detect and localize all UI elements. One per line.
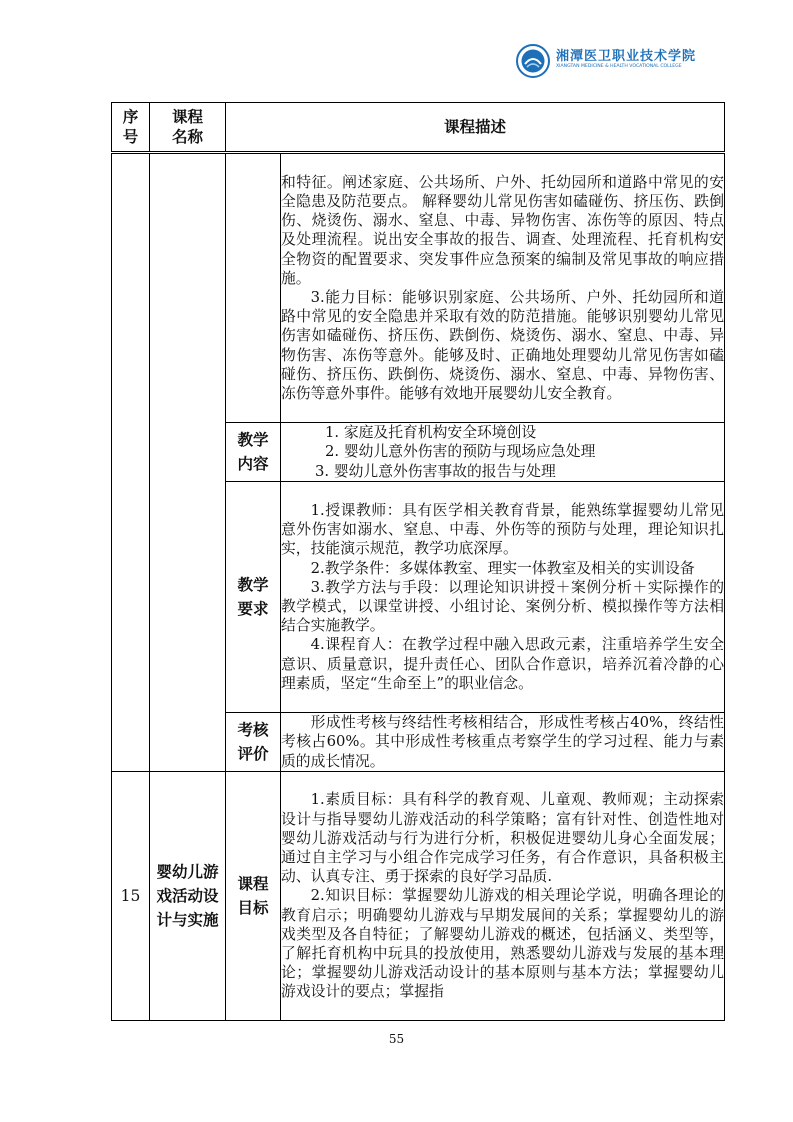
header-description: 课程描述 — [226, 103, 725, 153]
prev-objectives-label-cell — [226, 153, 281, 423]
prev-name-cell — [150, 153, 226, 772]
list-item: 2. 婴幼儿意外伤害的预防与现场应急处理 — [325, 443, 596, 461]
page-number: 55 — [388, 1032, 405, 1046]
objectives-paragraph: 3.能力目标：能够识别家庭、公共场所、户外、托幼园所和道路中常见的安全隐患并采取有效的防范措施。能够识别婴幼儿常见伤害如磕碰伤、挤压伤、跌倒伤、烧烫伤、溺水、窒息、中毒、异物伤害、冻伤等意外。能够及时、正确地处理婴幼儿常见伤害如磕碰伤、挤压伤、跌倒伤、烧烫伤、溺水、窒息、中毒、异物伤害、冻伤等意外事件。能够有效地开展婴幼儿安全教育。 — [281, 289, 724, 403]
college-name-cn: 湘潭医卫职业技术学院 — [556, 49, 697, 64]
college-seal-icon — [516, 44, 550, 78]
objectives-paragraph: 2.知识目标：掌握婴幼儿游戏的相关理论学说，明确各理论的教育启示；明确婴幼儿游戏与早期发展间的关系；掌握婴幼儿的游戏类型及各自特征；了解婴幼儿游戏的概述，包括涵义、类型等，了解托育机构中玩具的投放使用，熟悉婴幼儿游戏与发展的基本理论；掌握婴幼儿游戏活动设计的基本原则与基本方法；掌握婴幼儿游戏设计的要点；掌握指 — [281, 887, 724, 1001]
requirements-label-cell: 教学要求 — [226, 482, 281, 713]
objectives-paragraph: 和特征。阐述家庭、公共场所、户外、托幼园所和道路中常见的安全隐患及防范要点。 解释婴幼儿常见伤害如磕碰伤、挤压伤、跌倒伤、烧烫伤、溺水、窒息、中毒、异物伤害、冻伤等的原因、特点及处理流程。说出安全事故的报告、调查、处理流程、托育机构安全物资的配置要求、突发事件应急预案的编制及常见事故的响应措施。 — [281, 173, 724, 287]
assessment-cell — [281, 713, 725, 772]
objectives-cell — [281, 772, 725, 1021]
prev-objectives-cell — [281, 153, 725, 423]
assessment-paragraph: 形成性考核与终结性考核相结合，形成性考核占40%，终结性考核占60%。其中形成性考核重点考察学生的学习过程、能力与素质的成长情况。 — [281, 714, 724, 770]
objectives-label-cell: 课程目标 — [226, 772, 281, 1021]
course-table — [111, 102, 725, 1021]
requirements-paragraph: 2.教学条件：多媒体教室、理实一体教室及相关的实训设备 — [310, 559, 695, 577]
prev-no-cell — [112, 153, 150, 772]
content-label-cell: 教学内容 — [226, 423, 281, 482]
table-row — [112, 153, 725, 423]
requirements-cell — [281, 482, 725, 713]
requirements-paragraph: 3.教学方法与手段：以理论知识讲授＋案例分析＋实际操作的教学模式，以课堂讲授、小组讨论、案例分析、模拟操作等方法相结合实施教学。 — [281, 578, 724, 635]
college-logo — [516, 44, 696, 78]
list-item: 3. 婴幼儿意外伤害事故的报告与处理 — [315, 462, 556, 480]
requirements-paragraph: 4.课程育人：在教学过程中融入思政元素，注重培养学生安全意识、质量意识，提升责任心、团队合作意识，培养沉着冷静的心理素质，坚定“生命至上”的职业信念。 — [281, 636, 724, 692]
table-header-row — [112, 103, 725, 153]
table-row — [112, 772, 725, 1021]
course-number-cell: 15 — [112, 772, 150, 1021]
content-cell — [281, 423, 725, 482]
header-course-name: 课程名称 — [150, 103, 226, 153]
list-item: 1. 家庭及托育机构安全环境创设 — [325, 424, 537, 442]
college-name-en: XIANGTAN MEDICINE & HEALTH VOCATIONAL COLLEGE — [556, 64, 682, 69]
course-name-cell: 婴幼儿游戏活动设计与实施 — [150, 772, 226, 1021]
assessment-label-cell: 考核评价 — [226, 713, 281, 772]
requirements-paragraph: 1.授课教师：具有医学相关教育背景，能熟练掌握婴幼儿常见意外伤害如溺水、窒息、中毒、外伤等的预防与处理，理论知识扎实，技能演示规范，教学功底深厚。 — [281, 501, 724, 558]
objectives-paragraph: 1.素质目标：具有科学的教育观、儿童观、教师观；主动探索设计与指导婴幼儿游戏活动的科学策略；富有针对性、创造性地对婴幼儿游戏活动与行为进行分析，积极促进婴幼儿身心全面发展；通过自主学习与小组合作完成学习任务，有合作意识，具备积极主动、认真专注、勇于探索的良好学习品质. — [281, 791, 724, 886]
header-no: 序号 — [112, 103, 150, 153]
